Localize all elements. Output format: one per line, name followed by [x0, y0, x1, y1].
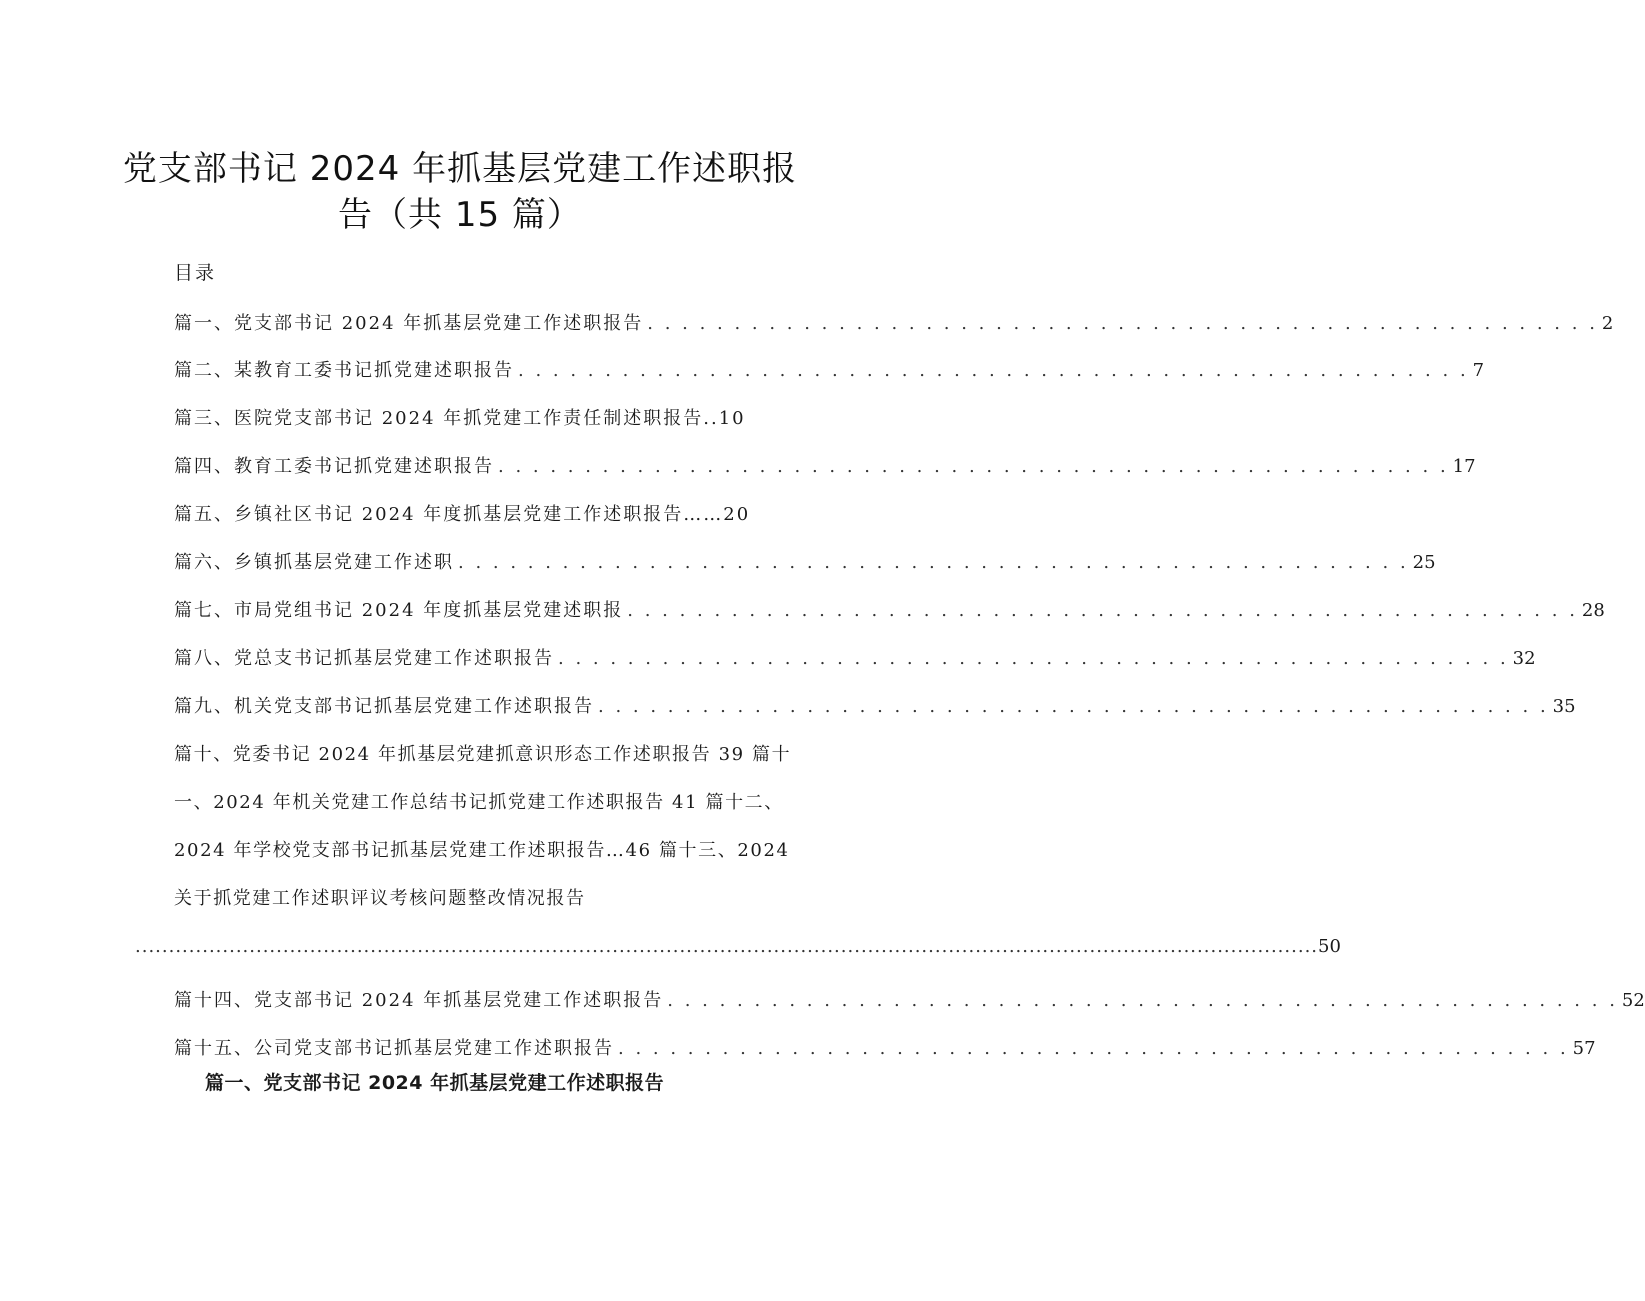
toc-entry-page: 17 [1452, 456, 1476, 477]
toc-entry-label: 篇五、乡镇社区书记 2024 年度抓基层党建工作述职报告……20 [174, 504, 751, 525]
toc-entry-page: 28 [1581, 600, 1605, 621]
dot-leader: . . . . . . . . . . . . . . . . . . . . . . . . . . . . . . . . . . . . . . . . . . . . . . . . . . . . . . . [618, 1038, 1569, 1059]
toc-entry-page: 52 [1621, 990, 1645, 1011]
dot-leader: . . . . . . . . . . . . . . . . . . . . . . . . . . . . . . . . . . . . . . . . . . . . . . . . . . . . . . . [498, 456, 1449, 477]
dot-leader: . . . . . . . . . . . . . . . . . . . . . . . . . . . . . . . . . . . . . . . . . . . . . . . . . . . . . . . [627, 600, 1578, 621]
toc-entry-page: 57 [1572, 1038, 1596, 1059]
toc-entry-page: 50 [1318, 936, 1341, 957]
toc-run-on-line: 2024 年学校党支部书记抓基层党建工作述职报告…46 篇十三、2024 [174, 840, 790, 861]
toc-entry[interactable] [174, 500, 769, 530]
toc-entry-label: 篇一、党支部书记 2024 年抓基层党建工作述职报告 [174, 313, 644, 334]
toc-run-on-line: 一、2024 年机关党建工作总结书记抓党建工作述职报告 41 篇十二、 [174, 792, 784, 813]
dot-leader: . . . . . . . . . . . . . . . . . . . . . . . . . . . . . . . . . . . . . . . . . . . . . . . . . . . . . . . [458, 552, 1409, 573]
toc-entry-page: 35 [1552, 696, 1576, 717]
toc-entry-label: 篇六、乡镇抓基层党建工作述职 [174, 552, 454, 573]
title-line-2: 告（共 15 篇） [338, 195, 582, 235]
toc-entry[interactable] [174, 986, 1645, 1016]
toc-entry[interactable] [174, 596, 1605, 626]
toc-entry-13-leader[interactable] [135, 936, 1341, 957]
toc-run-on-line: 篇十、党委书记 2024 年抓基层党建抓意识形态工作述职报告 39 篇十 [174, 744, 792, 765]
dot-leader: . . . . . . . . . . . . . . . . . . . . . . . . . . . . . . . . . . . . . . . . . . . . . . . . . . . . . . . [558, 648, 1509, 669]
dot-leader: . . . . . . . . . . . . . . . . . . . . . . . . . . . . . . . . . . . . . . . . . . . . . . . . . . . . . . . [518, 360, 1469, 381]
toc-entry-page: 25 [1412, 552, 1436, 573]
dot-leader: . . . . . . . . . . . . . . . . . . . . . . . . . . . . . . . . . . . . . . . . . . . . . . . . . . . . . . . [598, 696, 1549, 717]
toc-entry[interactable] [174, 356, 1485, 386]
toc-entry[interactable] [174, 548, 1436, 578]
dot-leader: . . . . . . . . . . . . . . . . . . . . . . . . . . . . . . . . . . . . . . . . . . . . . . . . . . . . . . . [647, 313, 1598, 334]
toc-entry[interactable] [174, 452, 1476, 482]
section-heading: 篇一、党支部书记 2024 年抓基层党建工作述职报告 [205, 1072, 665, 1094]
toc-heading: 目录 [174, 262, 217, 284]
toc-entry-label: 篇十四、党支部书记 2024 年抓基层党建工作述职报告 [174, 990, 664, 1011]
toc-entry-label: 篇八、党总支书记抓基层党建工作述职报告 [174, 648, 554, 669]
toc-entry-label: 篇三、医院党支部书记 2024 年抓党建工作责任制述职报告..10 [174, 408, 746, 429]
toc-entry[interactable] [174, 1034, 1596, 1064]
toc-entry-label: 篇四、教育工委书记抓党建述职报告 [174, 456, 494, 477]
toc-entry-label: 篇二、某教育工委书记抓党建述职报告 [174, 360, 514, 381]
toc-entry-label: 篇十五、公司党支部书记抓基层党建工作述职报告 [174, 1038, 614, 1059]
toc-entry-page: 32 [1512, 648, 1536, 669]
dot-leader: . . . . . . . . . . . . . . . . . . . . . . . . . . . . . . . . . . . . . . . . . . . . . . . . . . . . . . . [667, 990, 1618, 1011]
toc-entry[interactable] [174, 309, 1614, 339]
toc-entry[interactable] [174, 644, 1536, 674]
toc-run-on-line: 关于抓党建工作述职评议考核问题整改情况报告 [174, 888, 586, 909]
toc-entry-page: 7 [1472, 360, 1485, 381]
toc-entry-page: 2 [1601, 313, 1614, 334]
toc-entry-label: 篇七、市局党组书记 2024 年度抓基层党建述职报 [174, 600, 624, 621]
toc-entry[interactable] [174, 692, 1576, 722]
toc-entry-label: 篇九、机关党支部书记抓基层党建工作述职报告 [174, 696, 594, 717]
title-line-1: 党支部书记 2024 年抓基层党建工作述职报 [122, 149, 798, 189]
dot-leader: ................................................................................................................................................................................ [135, 936, 1319, 957]
toc-entry[interactable] [174, 404, 769, 434]
